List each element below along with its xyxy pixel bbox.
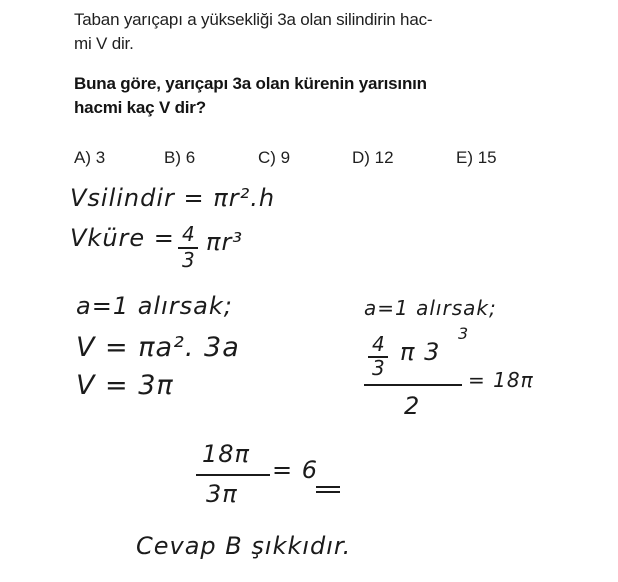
- choice-b[interactable]: B) 6: [164, 148, 196, 167]
- answer-text: Cevap B şıkkıdır.: [136, 532, 352, 560]
- left-assumption: a=1 alırsak;: [76, 292, 233, 320]
- question-line-2: mi V dir.: [74, 34, 134, 53]
- choice-d[interactable]: D) 12: [352, 148, 394, 167]
- sphere-volume-label: Vküre =: [70, 224, 175, 252]
- sphere-fraction-numerator: 4: [182, 222, 196, 246]
- right-expression: π 3: [400, 338, 441, 366]
- right-assumption: a=1 alırsak;: [364, 296, 497, 320]
- right-fraction-denominator: 3: [372, 356, 386, 380]
- final-fraction-bar: [196, 474, 270, 476]
- question-line-1: Taban yarıçapı a yüksekliği 3a olan silindirin hac-: [74, 10, 433, 29]
- cylinder-volume-formula: Vsilindir = πr².h: [70, 184, 276, 212]
- question-bold-line-2: hacmi kaç V dir?: [74, 98, 206, 117]
- right-fraction-numerator: 4: [372, 332, 386, 356]
- final-denominator: 3π: [206, 480, 238, 508]
- sphere-fraction-denominator: 3: [182, 248, 196, 272]
- question-bold-line-1: Buna göre, yarıçapı 3a olan kürenin yarısının: [74, 74, 427, 93]
- left-equation-1: V = πa². 3a: [76, 332, 240, 363]
- final-numerator: 18π: [202, 440, 250, 468]
- choice-e[interactable]: E) 15: [456, 148, 497, 167]
- choice-a[interactable]: A) 3: [74, 148, 106, 167]
- choice-c[interactable]: C) 9: [258, 148, 291, 167]
- sphere-volume-rest: πr³: [206, 228, 243, 256]
- left-equation-2: V = 3π: [76, 370, 174, 401]
- right-denominator: 2: [404, 392, 421, 420]
- right-main-fraction-bar: [364, 384, 462, 386]
- final-underline-2: [316, 491, 340, 493]
- right-exponent: 3: [458, 324, 469, 343]
- final-underline-1: [316, 486, 340, 488]
- right-result: = 18π: [468, 368, 534, 392]
- final-result: = 6: [272, 456, 319, 484]
